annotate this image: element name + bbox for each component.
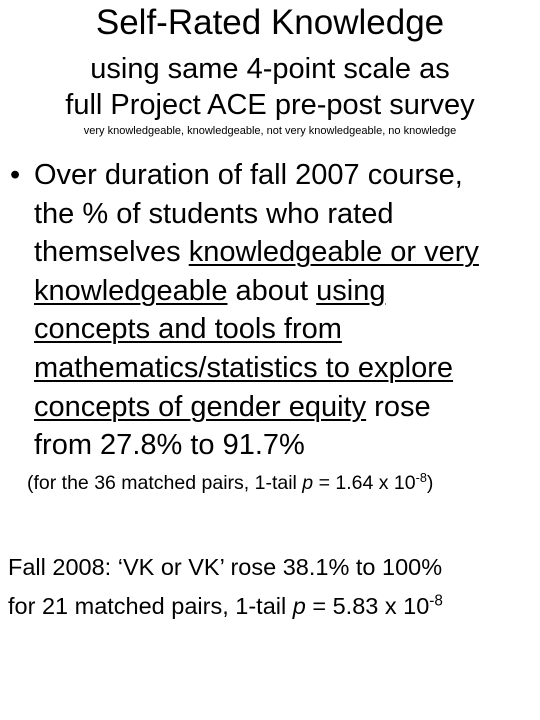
subtitle-line-2: full Project ACE pre-post survey	[65, 89, 475, 121]
bullet-line-3-underlined: knowledgeable or very	[188, 236, 479, 269]
stat-prefix: (for the 36 matched pairs, 1-tail	[27, 472, 303, 494]
fall-2008-prefix: for 21 matched pairs, 1-tail	[8, 593, 293, 619]
bullet-line-4-plain: about	[227, 274, 317, 307]
fall-2008-exponent: -8	[429, 592, 443, 610]
fall-2008-line-2	[8, 591, 443, 621]
bullet-text	[34, 156, 538, 465]
bullet-line-7-plain: rose	[366, 390, 431, 423]
bullet-line-4-underlined: knowledgeable	[34, 274, 228, 307]
stat-exponent: -8	[415, 471, 427, 486]
bullet-line-1: Over duration of fall 2007 course,	[34, 159, 463, 191]
stat-mid: = 1.64 x 10	[313, 472, 416, 494]
bullet-symbol: •	[10, 159, 21, 191]
bullet-line-2: the % of students who rated	[34, 197, 394, 230]
fall-2008-line-1: Fall 2008: ‘VK or VK’ rose 38.1% to 100%	[8, 554, 443, 580]
bullet-line-8: from 27.8% to 91.7%	[34, 429, 305, 462]
bullet-line-7	[34, 388, 538, 427]
bullet-line-5	[34, 310, 538, 349]
stat-p: p	[302, 472, 314, 494]
fall-2007-statistic	[27, 471, 433, 495]
bullet-line-4-underlined-2: using	[316, 274, 386, 307]
bullet-line-4	[34, 272, 538, 311]
fall-2008-mid: = 5.83 x 10	[305, 593, 430, 619]
fall-2008-p: p	[292, 593, 306, 619]
bullet-line-6-underlined: mathematics/statistics to explore	[34, 351, 454, 384]
scale-note: very knowledgeable, knowledgeable, not very knowledgeable, no knowledge	[83, 125, 457, 137]
stat-suffix: )	[426, 472, 434, 494]
subtitle-line-1: using same 4-point scale as	[90, 53, 450, 85]
bullet-line-7-underlined: concepts of gender equity	[34, 390, 367, 423]
bullet-line-5-underlined: concepts and tools from	[34, 313, 342, 346]
bullet-line-3	[34, 233, 538, 272]
bullet-line-3-plain: themselves	[34, 236, 189, 269]
slide-title: Self-Rated Knowledge	[95, 3, 445, 42]
bullet-line-6	[34, 349, 538, 388]
